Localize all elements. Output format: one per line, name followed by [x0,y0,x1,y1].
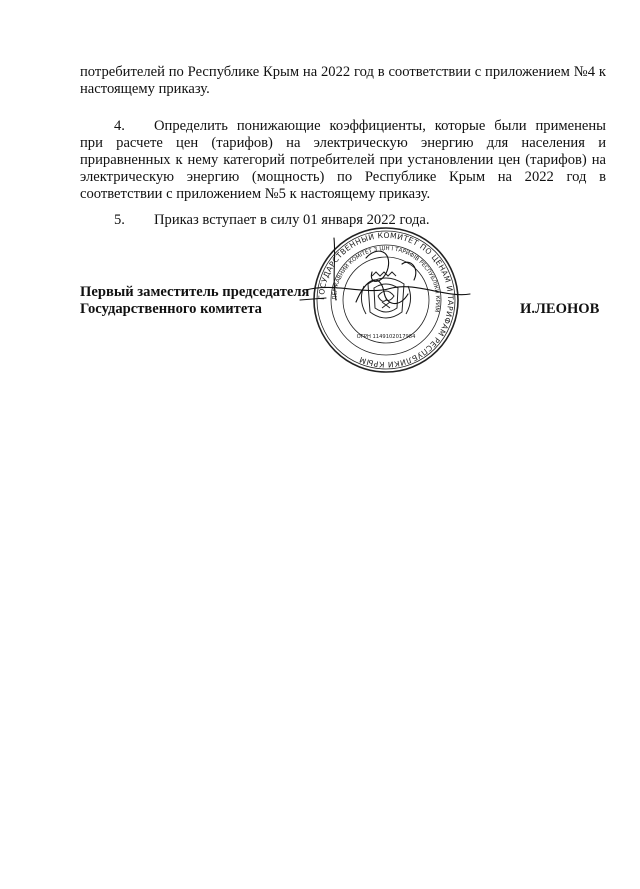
signatory-title-line-1: Первый заместитель председателя [80,284,310,300]
paragraph-continuation: потребителей по Республике Крым на 2022 год в соответствии с приложением №4 к настоящему приказу. [80,64,606,97]
stamp-outer-text: ГОСУДАРСТВЕННЫЙ КОМИТЕТ ПО ЦЕНАМ И ТАРИФАМ РЕСПУБЛИКИ КРЫМ [316,230,456,370]
stamp-ogrn: ОГРН 1149102017984 [356,334,416,340]
signatory-title-line-2: Государственного комитета [80,301,262,317]
signatory-title [80,284,309,318]
item-5-text: Приказ вступает в силу 01 января 2022 года. [154,212,430,228]
stamp-inner-text: ДЕРЖАВНИЙ КОМІТЕТ З ЦІН І ТАРИФІВ РЕСПУБЛІКИ КРИМ [331,245,441,313]
item-4-text: Определить понижающие коэффициенты, которые были применены при расчете цен (тарифов) на электрическую энергию для населения и приравненных к нему категорий потребителей при установлении цен (тарифов) на электрическую энергию (мощность) по Республике Крым на 2022 год в соответствии с приложением №5 к настоящему приказу. [80,118,606,202]
paragraph-item-4 [80,118,606,203]
item-5-number: 5. [114,212,125,228]
signatory-name: И.ЛЕОНОВ [520,301,600,317]
handwritten-signature [296,228,476,338]
item-4-number: 4. [114,118,125,134]
